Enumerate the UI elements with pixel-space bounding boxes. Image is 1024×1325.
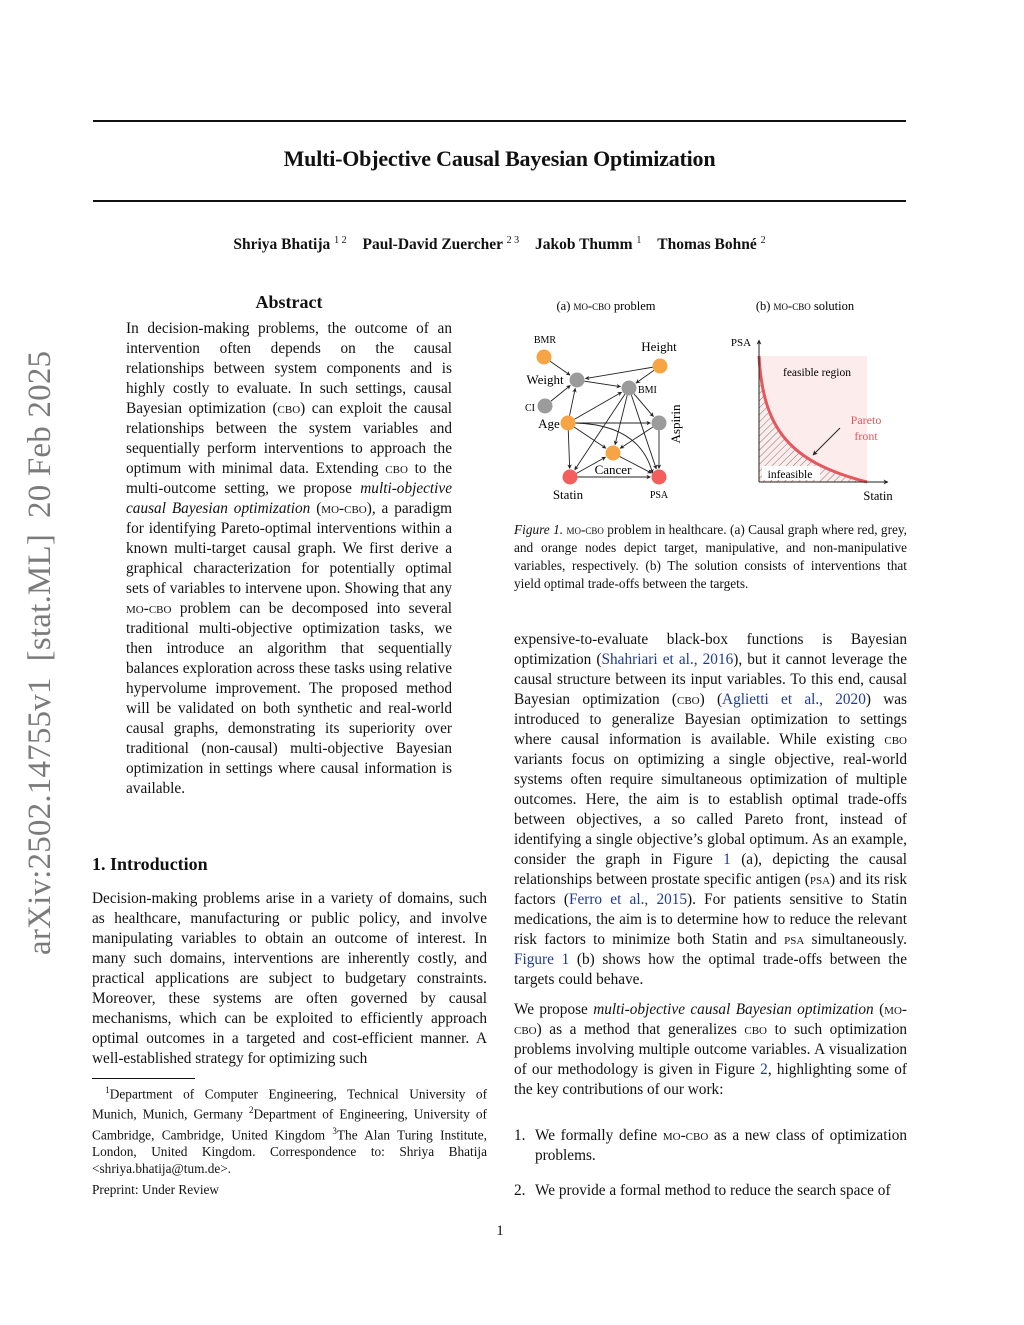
text-run: ), a paradigm for identifying Pareto-optimal interventions within a known multi-target causal graph. We first derive a graphical characterization for potentially optimal sets of variables to intervene upon. Showing that any xyxy=(126,500,453,597)
y-axis-label: PSA xyxy=(730,337,752,349)
author-affiliation: 1 xyxy=(636,235,642,246)
graph-node-age xyxy=(561,416,576,431)
caption-text: problem in healthcare. (a) Causal graph where red, grey, and orange nodes depict target, manipulative, and non-manipulative variables, respectively. (b) The solution consists of interventions that yield optimal trade-offs between the targets. xyxy=(514,522,908,591)
text-run: (a), depicting the causal relationships between prostate specific antigen ( xyxy=(514,851,907,888)
body-paragraph xyxy=(514,1000,907,1100)
footnote-marker: 1 xyxy=(105,1085,110,1095)
list-text xyxy=(535,1126,907,1166)
arxiv-id: arXiv:2502.14755v1 xyxy=(22,677,58,955)
author-name: Shriya Bhatija xyxy=(233,236,331,254)
panel-b-title: (b) mo-cbo solution xyxy=(755,299,855,313)
citation-link[interactable]: Shahriari et al., 2016 xyxy=(601,651,734,668)
acronym: psa xyxy=(784,931,805,948)
graph-node-ci xyxy=(538,399,553,414)
text-run: ). For patients sensitive to Statin medications, the aim is to determine how to reduce the relevant risk factors to minimize both Statin and xyxy=(514,891,907,948)
emphasis: multi-objective causal Bayesian optimization xyxy=(126,480,452,517)
figure-ref-link[interactable]: 2 xyxy=(760,1061,768,1078)
text-run: The Alan Turing Institute, London, United Kingdom. Correspondence to: Shriya Bhatija <shriya.bhatija@tum.de>. xyxy=(92,1127,487,1177)
graph-edge-bmi-to-cancer xyxy=(615,395,627,444)
list-text xyxy=(535,1181,907,1201)
text-run: (b) shows how the optimal trade-offs between the targets could behave. xyxy=(514,951,907,988)
preprint-note: Preprint: Under Review xyxy=(92,1182,220,1197)
acronym: mo-cbo xyxy=(566,522,604,537)
pareto-plot xyxy=(731,337,893,503)
author xyxy=(233,236,346,253)
causal-graph-nodes xyxy=(525,335,683,502)
graph-node-label: CI xyxy=(525,403,535,414)
contribution-list-item xyxy=(514,1181,907,1201)
graph-edge-age-to-weight xyxy=(570,388,576,415)
graph-node-cancer xyxy=(606,446,621,461)
footnote-marker: 2 xyxy=(248,1105,254,1116)
body-paragraph xyxy=(514,630,907,990)
text-run: ) can exploit the causal relationships between the system variables and sequentially perform interventions to approach the optimum with minimal data. Extending xyxy=(126,400,452,477)
list-number: 2. xyxy=(514,1182,526,1199)
emphasis: multi-objective causal Bayesian optimization xyxy=(593,1001,874,1018)
affiliation-footnote xyxy=(92,1082,487,1177)
graph-edge-height-to-bmi xyxy=(636,370,654,383)
graph-node-label: Aspirin xyxy=(668,404,683,444)
author xyxy=(535,236,641,253)
figure-1 xyxy=(510,290,910,515)
text-run: ) ( xyxy=(699,691,723,708)
figure-ref-link[interactable]: 1 xyxy=(723,851,731,868)
acronym: mo-cbo xyxy=(126,600,172,617)
graph-node-label: Cancer xyxy=(594,462,632,477)
graph-node-weight xyxy=(570,373,585,388)
text-run: expensive-to-evaluate black-box functions is Bayesian optimization ( xyxy=(514,631,907,668)
footnote-marker: 3 xyxy=(332,1125,337,1136)
text-run: problem can be decomposed into several traditional multi-objective optimization tasks, we then introduce an algorithm that sequentially balances exploration across these tasks using relative hypervolume improvement. The proposed method will be validated on both synthetic and real-world causal graphs, demonstrating its superiority over traditional (non-causal) multi-objective Bayesian optimization in settings where causal information is available. xyxy=(126,600,452,797)
text-run: ) and its risk factors ( xyxy=(514,871,907,908)
section-heading-introduction: 1. Introduction xyxy=(92,854,208,874)
text-run: , highlighting some of the key contributions of our work: xyxy=(514,1061,907,1098)
text-run: ( xyxy=(310,500,322,517)
graph-edge-bmi-to-aspirin xyxy=(634,394,654,417)
text-run: ( xyxy=(873,1001,885,1018)
acronym: cbo xyxy=(744,1021,767,1038)
arxiv-category: [stat.ML] xyxy=(22,533,58,662)
graph-edge-height-to-weight xyxy=(585,367,652,378)
graph-node-label: PSA xyxy=(649,490,669,501)
acronym: cbo xyxy=(385,460,408,477)
abstract-heading: Abstract xyxy=(255,292,323,312)
author-name: Thomas Bohné xyxy=(657,236,757,254)
graph-node-aspirin xyxy=(652,416,667,431)
graph-node-height xyxy=(653,359,668,374)
contribution-list-item xyxy=(514,1126,907,1166)
list-number: 1. xyxy=(514,1127,526,1144)
figure-ref-link[interactable]: Figure 1 xyxy=(514,951,570,968)
graph-edge-weight-to-bmi xyxy=(584,381,620,387)
page-number: 1 xyxy=(496,1223,504,1239)
graph-node-label: Weight xyxy=(526,372,564,387)
footnote-rule xyxy=(92,1078,195,1079)
graph-node-bmi xyxy=(622,381,637,396)
text-run: We formally define xyxy=(535,1127,663,1144)
graph-node-psa xyxy=(652,470,667,485)
graph-edge-age-to-statin xyxy=(568,430,569,468)
paper-title: Multi-Objective Causal Bayesian Optimization xyxy=(283,146,716,171)
infeasible-label: infeasible xyxy=(767,469,813,481)
author-affiliation: 2 3 xyxy=(506,235,520,246)
acronym: psa xyxy=(809,871,831,888)
graph-node-label: BMI xyxy=(638,385,657,396)
pareto-label: front xyxy=(854,429,878,443)
acronym: cbo xyxy=(676,691,700,708)
text-run: Department of Computer Engineering, Technical University of Munich, Munich, Germany xyxy=(92,1086,487,1122)
text-run: We propose xyxy=(514,1001,594,1018)
text-run: We provide a formal method to reduce the search space of xyxy=(535,1182,891,1199)
arxiv-date: 20 Feb 2025 xyxy=(22,350,58,518)
figure-caption xyxy=(514,521,907,593)
text-run: Department of Engineering, University of Cambridge, Cambridge, United Kingdom xyxy=(92,1106,487,1143)
title-rule-top xyxy=(93,120,906,122)
text-run: ) was introduced to generalize Bayesian optimization to settings where causal information is available. While existing xyxy=(514,691,907,748)
pareto-label: Pareto xyxy=(850,413,882,427)
abstract-body xyxy=(126,319,452,799)
citation-link[interactable]: Aglietti et al., 2020 xyxy=(722,691,866,708)
feasible-region-label: feasible region xyxy=(782,367,852,379)
figure-label: Figure 1. xyxy=(514,522,564,537)
arxiv-stamp xyxy=(22,335,59,955)
author xyxy=(657,236,765,253)
graph-node-label: Age xyxy=(538,416,560,431)
acronym: mo-cbo xyxy=(514,1001,907,1038)
graph-edge-age-to-bmi xyxy=(575,392,622,419)
author xyxy=(363,236,520,253)
text-run: simultaneously. xyxy=(804,931,908,948)
acronym: mo-cbo xyxy=(321,500,367,517)
text-run: In decision-making problems, the outcome of an intervention often depends on the causal relationships between system components and is highly costly to evaluate. In such settings, causal Bayesian optimization ( xyxy=(126,320,452,417)
text-run: ) as a method that generalizes xyxy=(536,1021,745,1038)
acronym: mo-cbo xyxy=(662,1127,709,1144)
citation-link[interactable]: Ferro et al., 2015 xyxy=(568,891,688,908)
author-name: Paul-David Zuercher xyxy=(362,236,503,254)
graph-edge-bmi-to-psa xyxy=(631,395,656,469)
x-axis-label: Statin xyxy=(863,489,893,503)
text-run: to such optimization problems involving multiple outcome variables. A visualization of our methodology is given in Figure xyxy=(514,1021,908,1078)
graph-node-bmr xyxy=(537,350,552,365)
text-run: ), but it cannot leverage the causal structure between its input variables. To this end, causal Bayesian optimization ( xyxy=(514,651,907,708)
acronym: cbo xyxy=(277,400,301,417)
panel-a-title: (a) mo-cbo problem xyxy=(556,299,656,313)
graph-node-statin xyxy=(563,470,578,485)
introduction-paragraph: Decision-making problems arise in a variety of domains, such as healthcare, manufacturing or public policy, and involve manipulating variables to obtain an outcome of interest. In many such domains, interventions are inherently costly, and practical applications are subject to budgetary constraints. Moreover, these systems are often governed by causal mechanisms, which can be exploited to efficiently approach optimal outcomes in a targeted and cost-efficient manner. A well-established strategy for optimizing such xyxy=(92,890,487,1067)
title-rule-bottom xyxy=(93,200,906,202)
graph-node-label: Statin xyxy=(552,487,584,502)
author-affiliation: 2 xyxy=(760,235,766,246)
graph-node-label: BMR xyxy=(533,335,557,346)
acronym: cbo xyxy=(884,731,907,748)
text-run: as a new class of optimization problems. xyxy=(535,1127,907,1164)
graph-node-label: Height xyxy=(641,339,677,354)
graph-edge-ci-to-weight xyxy=(551,385,571,401)
author-affiliation: 1 2 xyxy=(334,235,347,246)
author-list xyxy=(93,235,906,254)
author-name: Jakob Thumm xyxy=(535,236,633,254)
text-run: to the multi-outcome setting, we propose xyxy=(126,460,452,497)
text-run: variants focus on optimizing a single objective, real-world systems often require simultaneous optimization of multiple outcomes. Here, the aim is to establish optimal trade-offs between objectives, a so called Pareto front, instead of identifying a single objective’s global optimum. As an example, consider the graph in Figure xyxy=(514,751,907,868)
